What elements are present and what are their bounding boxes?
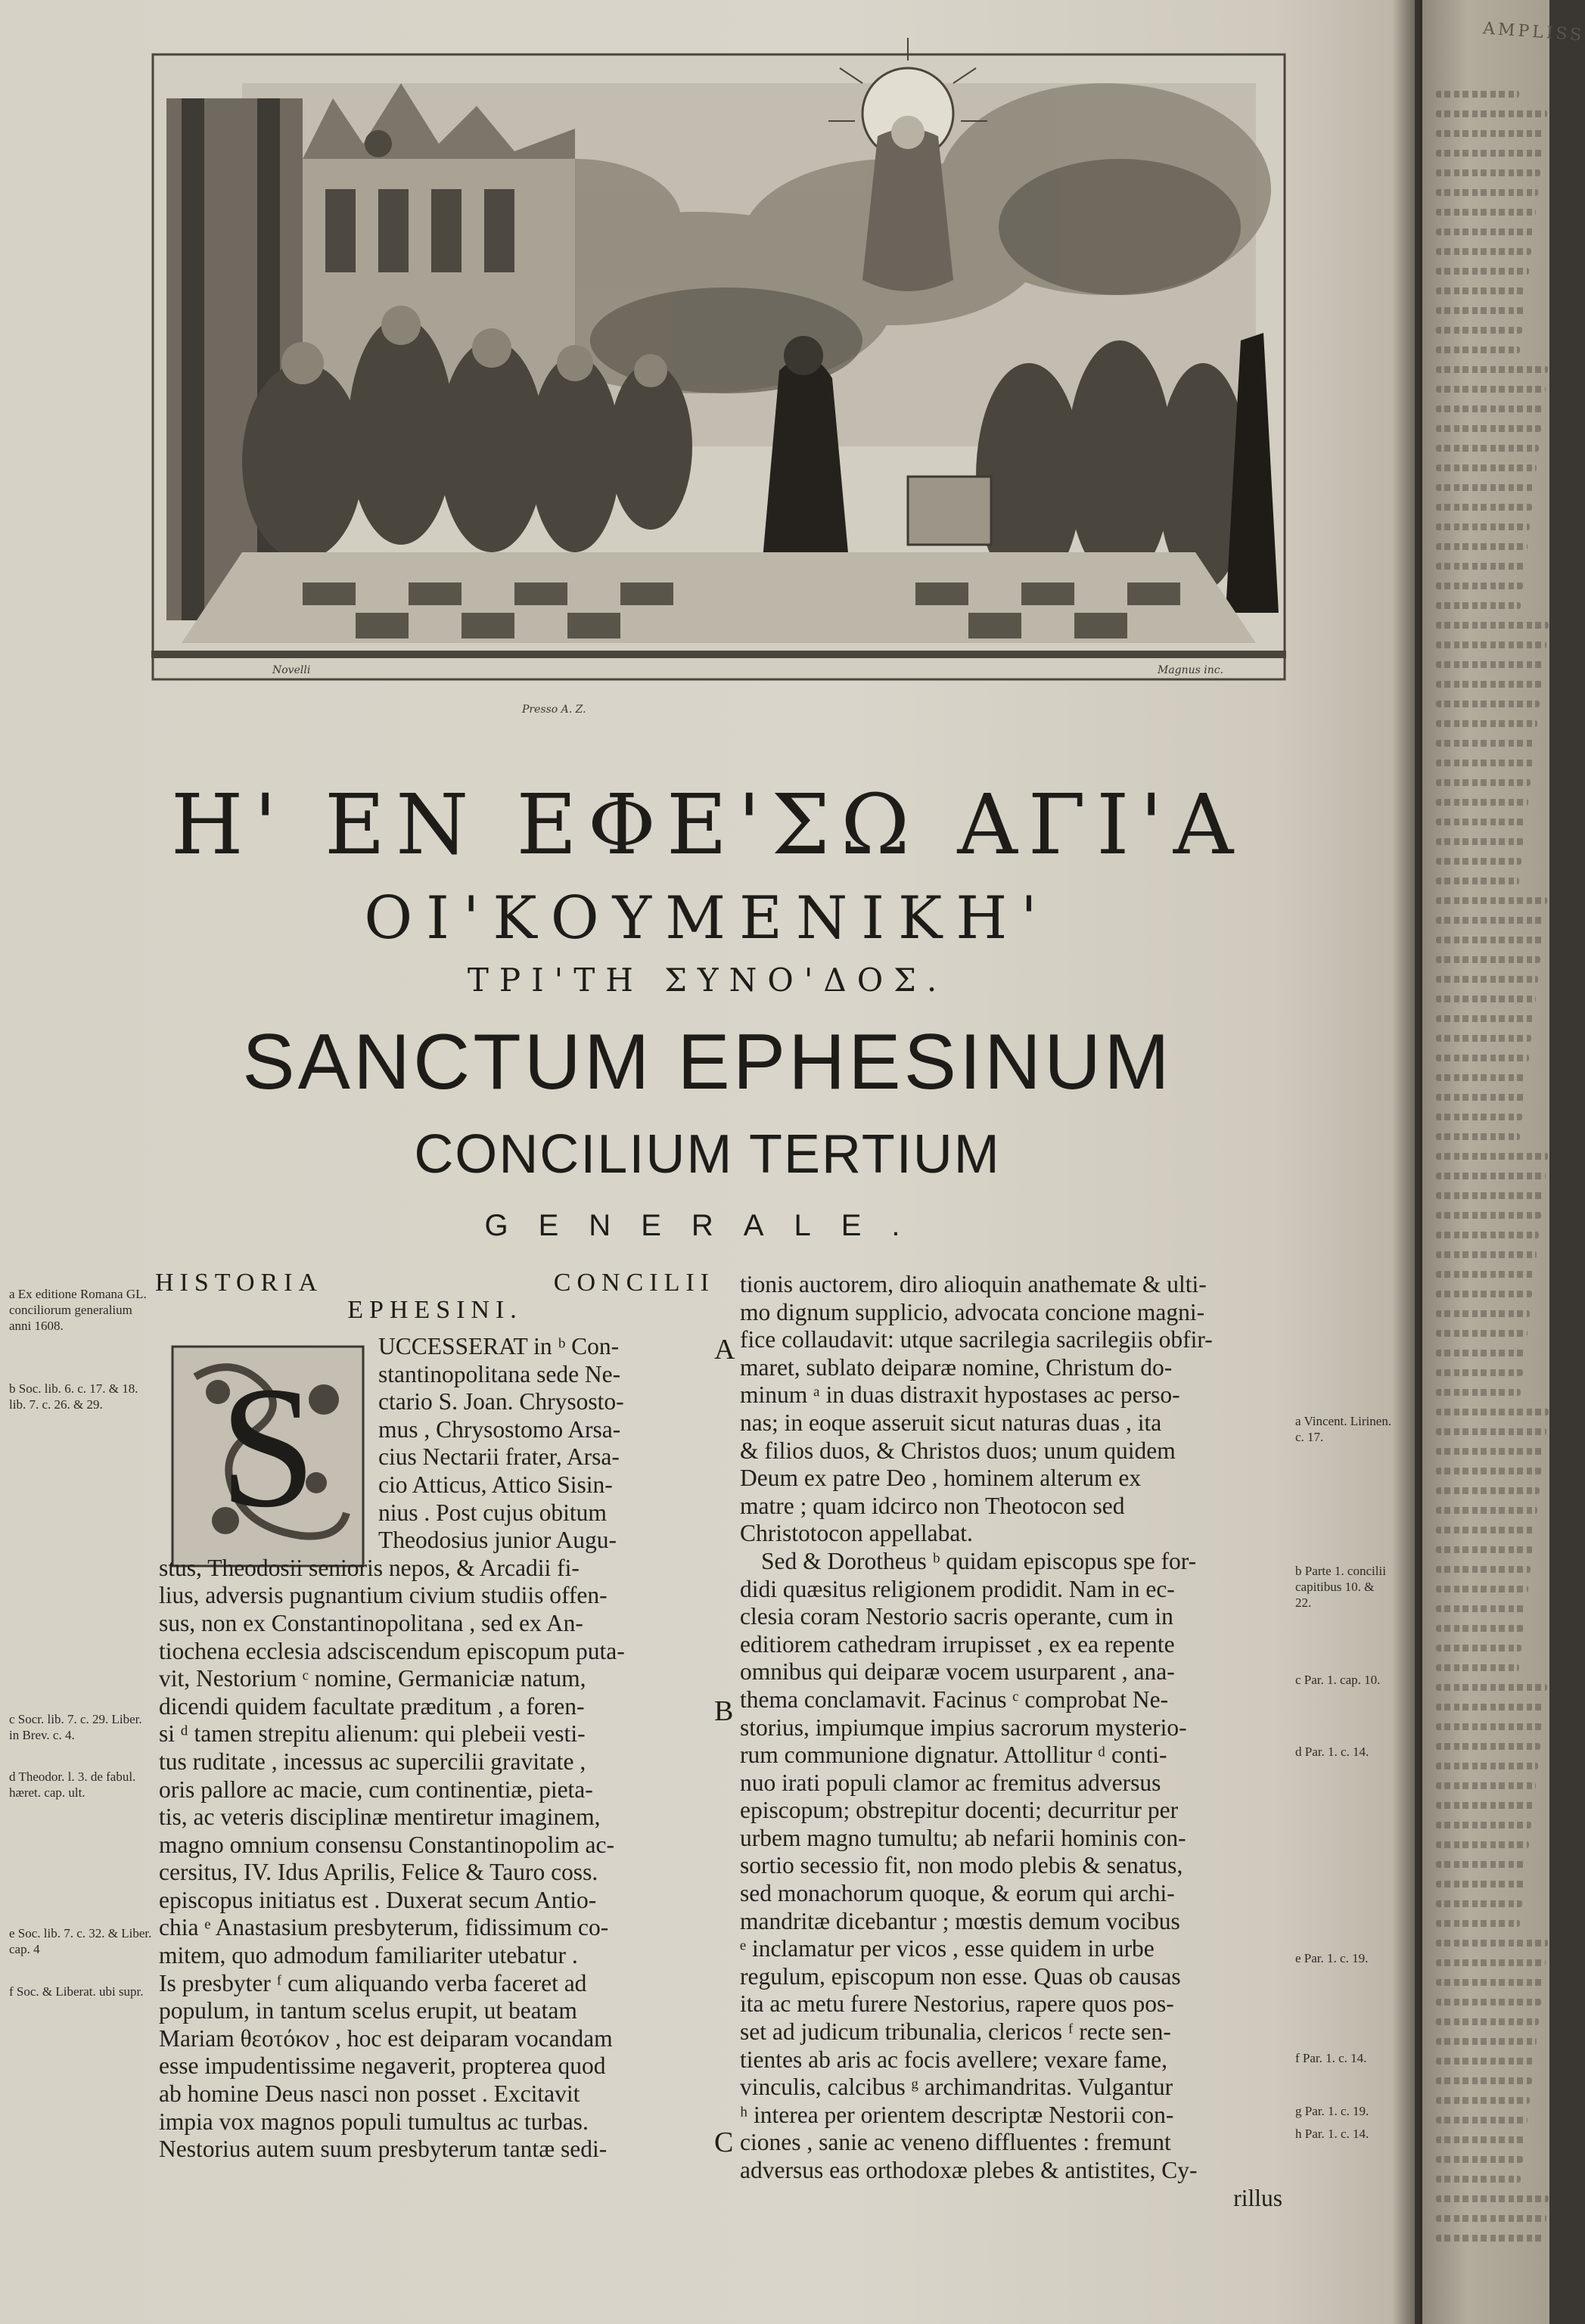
- facing-page-line: [1436, 1291, 1532, 1297]
- facing-page-line: [1436, 956, 1540, 963]
- facing-page-line: [1436, 1979, 1543, 1986]
- facing-page-line: [1436, 1861, 1527, 1868]
- right-column-line: fice collaudavit: utque sacrilegia sacrilegiis obfir-: [740, 1326, 1213, 1353]
- facing-page-line: [1436, 1310, 1530, 1317]
- right-column-line: Christotocon appellabat.: [740, 1520, 973, 1547]
- left-column-line: populum, in tantum scelus erupit, ut beatam: [159, 1997, 577, 2024]
- left-column-line: esse impudentissime negaverit, propterea quod: [159, 2052, 606, 2080]
- facing-page-line: [1436, 1841, 1529, 1848]
- margin-note-right-h: h Par. 1. c. 14.: [1295, 2127, 1369, 2141]
- engraving-drawing: [151, 53, 1286, 681]
- facing-page-line: [1436, 1763, 1538, 1769]
- facing-page-line: [1436, 1566, 1531, 1573]
- left-column-line: dicendi quidem facultate præditum , a foren-: [159, 1692, 585, 1720]
- facing-page-line: [1436, 1094, 1524, 1101]
- facing-page-line: [1436, 1605, 1526, 1612]
- right-column-line: editiorem cathedram irrupisset , ex ea repente: [740, 1630, 1175, 1658]
- facing-page-line: [1436, 1114, 1522, 1120]
- facing-page-line: [1436, 799, 1528, 806]
- facing-page-line: [1436, 1487, 1540, 1494]
- facing-page-line: [1436, 1271, 1534, 1278]
- facing-page-line: [1436, 2117, 1528, 2124]
- facing-page-line: [1436, 720, 1537, 727]
- facing-page-line: [1436, 2018, 1539, 2025]
- margin-note-right-e: e Par. 1. c. 19.: [1295, 1951, 1369, 1965]
- left-column-line: cio Atticus, Attico Sisin-: [378, 1471, 613, 1498]
- title-greek-line2: ΟΙ'ΚΟΥΜΕΝΙΚΗ': [364, 884, 1051, 952]
- left-column-line: stantinopolitana sede Ne-: [378, 1360, 621, 1387]
- facing-page-line: [1436, 1782, 1536, 1789]
- facing-page-line: [1436, 858, 1521, 865]
- right-column-line: ciones , sanie ac veneno diffluentes : fremunt: [740, 2129, 1171, 2156]
- margin-note-right-g: g Par. 1. c. 19.: [1295, 2104, 1369, 2118]
- left-column-line: Mariam θεοτόκον , hoc est deiparam vocandam: [159, 2024, 613, 2052]
- facing-page-line: [1436, 1428, 1546, 1435]
- right-text-column: [740, 1271, 1288, 2212]
- engraving-signature-left: Novelli: [272, 664, 311, 676]
- left-column-line: episcopus initiatus est . Duxerat secum Antio-: [159, 1886, 597, 1913]
- title-latin-line3: GENERALE.: [484, 1209, 931, 1242]
- facing-page-line: [1436, 1389, 1521, 1396]
- facing-page-line: [1436, 1133, 1520, 1140]
- right-column-line: matre ; quam idcirco non Theotocon sed: [740, 1492, 1125, 1519]
- section-heading-word1: HISTORIA: [155, 1269, 324, 1297]
- facing-page-line: [1436, 130, 1545, 137]
- left-column-line: tus ruditate , incessus ac supercilii gravitate ,: [159, 1748, 586, 1775]
- facing-page-line: [1436, 543, 1528, 550]
- left-column-line: nius . Post cujus obitum: [378, 1499, 607, 1526]
- right-column-line: omnibus qui deiparæ vocem usurparent , ana-: [740, 1658, 1175, 1686]
- facing-page-line: [1436, 248, 1531, 255]
- left-column-line: ab homine Deus nasci non posset . Excitavit: [159, 2080, 580, 2108]
- right-column-line: mo dignum supplicio, advocata concione magni-: [740, 1298, 1205, 1325]
- left-column-line: tis, ac veteris disciplinæ mentiretur imaginem,: [159, 1804, 601, 1831]
- margin-note-left-e: e Soc. lib. 7. c. 32. & Liber. cap. 4: [9, 1926, 152, 1956]
- facing-page-line: [1436, 1232, 1539, 1238]
- right-column-line: urbem magno tumultu; ab nefarii hominis con-: [740, 1824, 1186, 1851]
- right-column-line: minum ᵃ in duas distraxit hypostases ac perso-: [740, 1381, 1180, 1409]
- facing-page-line: [1436, 91, 1519, 98]
- section-letter-a: A: [714, 1334, 735, 1366]
- right-column-line: nuo irati populi clamor ac fremitus adversus: [740, 1769, 1161, 1796]
- left-column-line: si ᵈ tamen strepitu alienum: qui plebeii vesti-: [159, 1720, 586, 1748]
- margin-note-right-b: b Parte 1. concilii capitibus 10. & 22.: [1295, 1564, 1386, 1610]
- facing-page-line: [1436, 1350, 1525, 1356]
- right-column-line: rum communione dignatur. Attollitur ᵈ conti-: [740, 1741, 1167, 1769]
- facing-page-line: [1436, 937, 1543, 943]
- right-column-line: clesia coram Nestorio sacris operante, cum in: [740, 1603, 1173, 1630]
- svg-text:S: S: [219, 1350, 316, 1543]
- facing-page-line: [1436, 464, 1537, 471]
- facing-page-line: [1436, 1645, 1521, 1651]
- engraving-signature-right: Magnus inc.: [1158, 664, 1224, 676]
- facing-page-line: [1436, 1940, 1548, 1947]
- facing-page-line: [1436, 1173, 1546, 1179]
- facing-page-line: [1436, 268, 1529, 275]
- facing-page-line: [1436, 209, 1536, 216]
- facing-page-line: [1436, 1448, 1544, 1455]
- facing-page-line: [1436, 996, 1536, 1002]
- left-column-line: mus , Chrysostomo Arsa-: [378, 1415, 621, 1443]
- facing-page-line: [1436, 2038, 1537, 2045]
- facing-page-line: [1436, 1743, 1540, 1750]
- facing-page-line: [1436, 189, 1538, 196]
- facing-page-line: [1436, 1881, 1524, 1887]
- facing-page-line: [1436, 1409, 1549, 1415]
- left-column-line: Nestorius autem suum presbyterum tantæ sedi-: [159, 2136, 608, 2163]
- right-column-line: sortio secessio fit, non modo plebis & senatus,: [740, 1852, 1183, 1879]
- facing-page-line: [1436, 504, 1532, 511]
- margin-note-right-a: a Vincent. Lirinen. c. 17.: [1295, 1414, 1392, 1444]
- facing-page-line: [1436, 1330, 1528, 1337]
- left-column-line: Theodosius junior Augu-: [378, 1527, 617, 1554]
- margin-note-right-c: c Par. 1. cap. 10.: [1295, 1673, 1381, 1687]
- right-column-line: Deum ex patre Deo , hominem alterum ex: [740, 1465, 1142, 1492]
- right-column-line: nas; in eoque asseruit sicut naturas duas , ita: [740, 1409, 1162, 1436]
- right-column-line: ʰ interea per orientem descriptæ Nestorii con-: [740, 2101, 1174, 2128]
- facing-page-line: [1436, 602, 1521, 609]
- facing-page-line: [1436, 307, 1524, 314]
- facing-page-line: [1436, 386, 1546, 393]
- title-greek-line1: Η' ΕΝ ΕΦΕ'ΣΩ ΑΓΙ'Α: [170, 776, 1245, 873]
- right-column-line: regulum, episcopum non esse. Quas ob causas: [740, 1962, 1181, 1990]
- facing-page-line: [1436, 819, 1526, 825]
- facing-page-line: [1436, 150, 1543, 157]
- facing-page-line: [1436, 1468, 1542, 1474]
- facing-page-line: [1436, 287, 1527, 294]
- left-column-line: oris pallore ac macie, cum continentiæ, pieta-: [159, 1776, 593, 1803]
- right-column-line: tientes ab aris ac focis avellere; vexare fame,: [740, 2046, 1167, 2073]
- engraving-signature-center: Presso A. Z.: [522, 704, 586, 716]
- facing-page-line: [1436, 1586, 1528, 1592]
- facing-page-line: [1436, 1664, 1519, 1671]
- facing-page-line: [1436, 2077, 1532, 2084]
- facing-page-line: [1436, 2136, 1525, 2143]
- left-text-column: [159, 1333, 715, 2164]
- left-column-line: impia vox magnos populi tumultus ac turbas.: [159, 2108, 589, 2135]
- left-column-line: magno omnium consensu Constantinopolim ac-: [159, 1831, 614, 1858]
- facing-page-line: [1436, 701, 1540, 707]
- facing-page-line: [1436, 1920, 1520, 1927]
- right-column-line: Sed & Dorotheus ᵇ quidam episcopus spe for-: [761, 1547, 1197, 1574]
- facing-page-line: [1436, 405, 1543, 412]
- title-latin-line2: CONCILIUM TERTIUM: [414, 1124, 1001, 1185]
- margin-note-right-f: f Par. 1. c. 14.: [1295, 2051, 1367, 2065]
- facing-page-line: [1436, 1212, 1541, 1219]
- margin-note-left-c: c Socr. lib. 7. c. 29. Liber. in Brev. c. 4.: [9, 1712, 142, 1742]
- left-column-line: Is presbyter ᶠ cum aliquando verba faceret ad: [159, 1969, 587, 1996]
- facing-page-line: [1436, 740, 1535, 747]
- margin-note-left-a: a Ex editione Romana GL. conciliorum generalium anni 1608.: [9, 1287, 147, 1333]
- facing-page-line: [1436, 661, 1544, 668]
- right-column-line: episcopum; obstrepitur docenti; decurritur per: [740, 1797, 1179, 1824]
- facing-page-line: [1436, 897, 1547, 904]
- facing-page-line: [1436, 2156, 1523, 2163]
- right-column-line: storius, impiumque impius sacrorum mysterio-: [740, 1713, 1187, 1741]
- facing-page-line: [1436, 228, 1534, 235]
- facing-page-line: [1436, 484, 1534, 491]
- facing-page-line: [1436, 445, 1539, 452]
- facing-page-line: [1436, 2176, 1521, 2183]
- engraving-illustration: [151, 53, 1286, 716]
- facing-page-line: [1436, 1684, 1547, 1691]
- facing-page-line: [1436, 1822, 1531, 1828]
- left-column-line: stus, Theodosii senioris nepos, & Arcadii fi-: [159, 1554, 580, 1581]
- left-column-line: cersitus, IV. Idus Aprilis, Felice & Tauro coss.: [159, 1859, 598, 1886]
- facing-page-line: [1436, 425, 1541, 432]
- right-column-line: adversus eas orthodoxæ plebes & antistites, Cy-: [740, 2157, 1198, 2183]
- facing-page-line: [1436, 1900, 1522, 1907]
- facing-page-running-head: AMPLISS: [1482, 19, 1585, 45]
- left-column-line: vit, Nestorium ᶜ nomine, Germaniciæ natum,: [159, 1665, 586, 1692]
- left-column-line: ctario S. Joan. Chrysosto-: [378, 1388, 624, 1415]
- right-column-line: vinculis, calcibus ᵍ archimandritas. Vulgantur: [740, 2074, 1173, 2101]
- facing-page-line: [1436, 1369, 1523, 1376]
- facing-page-line: [1436, 1999, 1541, 2006]
- facing-page-line: [1436, 1035, 1531, 1042]
- margin-note-left-f: f Soc. & Liberat. ubi supr.: [9, 1984, 144, 1999]
- section-heading: [155, 1269, 715, 1324]
- right-column-line: maret, sublato deiparæ nomine, Christum do-: [740, 1353, 1173, 1381]
- right-column-line: ᵉ inclamatur per vicos , esse quidem in urbe: [740, 1935, 1155, 1962]
- section-heading-word2: CONCILII: [553, 1269, 715, 1297]
- left-column-line: lius, adversis pugnantium civium studiis offen-: [159, 1582, 608, 1609]
- right-column-line: mandritæ dicebantur ; mœstis demum vocibus: [740, 1907, 1180, 1934]
- left-column-line: tiochena ecclesia adsciscendum episcopum puta-: [159, 1637, 625, 1664]
- left-column-line: sus, non ex Constantinopolitana , sed ex An-: [159, 1609, 583, 1636]
- facing-page-line: [1436, 110, 1547, 117]
- title-latin-line1: SANCTUM EPHESINUM: [242, 1018, 1173, 1106]
- facing-page: [1422, 0, 1585, 2324]
- left-column-line: cius Nectarii frater, Arsa-: [378, 1443, 620, 1471]
- facing-page-line: [1436, 2215, 1546, 2222]
- right-column-line: didi quæsitus religionem prodidit. Nam in ec-: [740, 1575, 1175, 1602]
- facing-page-line: [1436, 838, 1524, 845]
- margin-note-right-d: d Par. 1. c. 14.: [1295, 1745, 1369, 1759]
- facing-page-line: [1436, 169, 1540, 176]
- right-column-line: thema conclamavit. Facinus ᶜ comprobat Ne-: [740, 1686, 1169, 1713]
- left-column-line: chia ᵉ Anastasium presbyterum, fidissimum co-: [159, 1914, 609, 1941]
- facing-page-line: [1436, 878, 1519, 884]
- right-column-line: tionis auctorem, diro alioquin anathemate & ulti-: [740, 1271, 1207, 1297]
- facing-page-line: [1436, 2195, 1549, 2202]
- facing-page-line: [1436, 1153, 1548, 1160]
- facing-page-line: [1436, 1074, 1527, 1081]
- facing-page-line: [1436, 327, 1522, 334]
- facing-page-line: [1436, 1527, 1535, 1533]
- section-letter-b: B: [714, 1695, 734, 1727]
- facing-page-line: [1436, 2097, 1530, 2104]
- margin-note-left-b: b Soc. lib. 6. c. 17. & 18. lib. 7. c. 26. & 29.: [9, 1381, 138, 1412]
- right-column-line: sed monachorum quoque, & eorum qui archi-: [740, 1880, 1175, 1907]
- facing-page-line: [1436, 1251, 1537, 1258]
- facing-page-line: [1436, 1704, 1545, 1710]
- margin-note-left-d: d Theodor. l. 3. de fabul. hæret. cap. ult.: [9, 1769, 136, 1800]
- section-letter-c: C: [714, 2127, 734, 2158]
- facing-page-line: [1436, 1192, 1543, 1199]
- right-column-line: ita ac metu furere Nestorius, rapere quos pos-: [740, 1990, 1174, 2018]
- facing-page-line: [1436, 524, 1530, 530]
- facing-page-line: [1436, 1723, 1543, 1730]
- facing-page-line: [1436, 1546, 1533, 1553]
- facing-page-line: [1436, 2058, 1534, 2065]
- facing-page-line: [1436, 642, 1546, 648]
- facing-page-line: [1436, 917, 1545, 924]
- facing-page-line: [1436, 760, 1533, 766]
- facing-page-line: [1436, 681, 1542, 688]
- left-column-line: UCCESSERAT in ᵇ Con-: [378, 1333, 620, 1359]
- title-greek-line3: ΤΡΙ'ΤΗ ΣΥΝΟ'ΔΟΣ.: [467, 962, 948, 999]
- facing-page-line: [1436, 366, 1548, 373]
- right-column-line: set ad judicum tribunalia, clericos ᶠ recte sen-: [740, 2018, 1171, 2046]
- right-column-line: rillus: [1233, 2184, 1282, 2211]
- facing-page-line: [1436, 779, 1531, 786]
- facing-page-line: [1436, 1507, 1537, 1514]
- facing-page-line: [1436, 976, 1538, 983]
- facing-page-line: [1436, 2235, 1544, 2242]
- facing-page-line: [1436, 1959, 1546, 1966]
- facing-page-line: [1436, 622, 1549, 629]
- facing-page-line: [1436, 1055, 1529, 1061]
- facing-page-line: [1436, 1802, 1534, 1809]
- facing-page-text-blur: [1436, 91, 1549, 2254]
- facing-page-line: [1436, 346, 1520, 353]
- facing-page-line: [1436, 1015, 1534, 1022]
- facing-page-line: [1436, 1625, 1524, 1632]
- facing-page-line: [1436, 583, 1523, 589]
- facing-page-line: [1436, 563, 1525, 570]
- left-column-line: mitem, quo admodum familiariter utebatur .: [159, 1942, 578, 1969]
- section-heading-line2: EPHESINI.: [347, 1296, 523, 1324]
- right-column-line: & filios duos, & Christos duos; unum quidem: [740, 1437, 1176, 1464]
